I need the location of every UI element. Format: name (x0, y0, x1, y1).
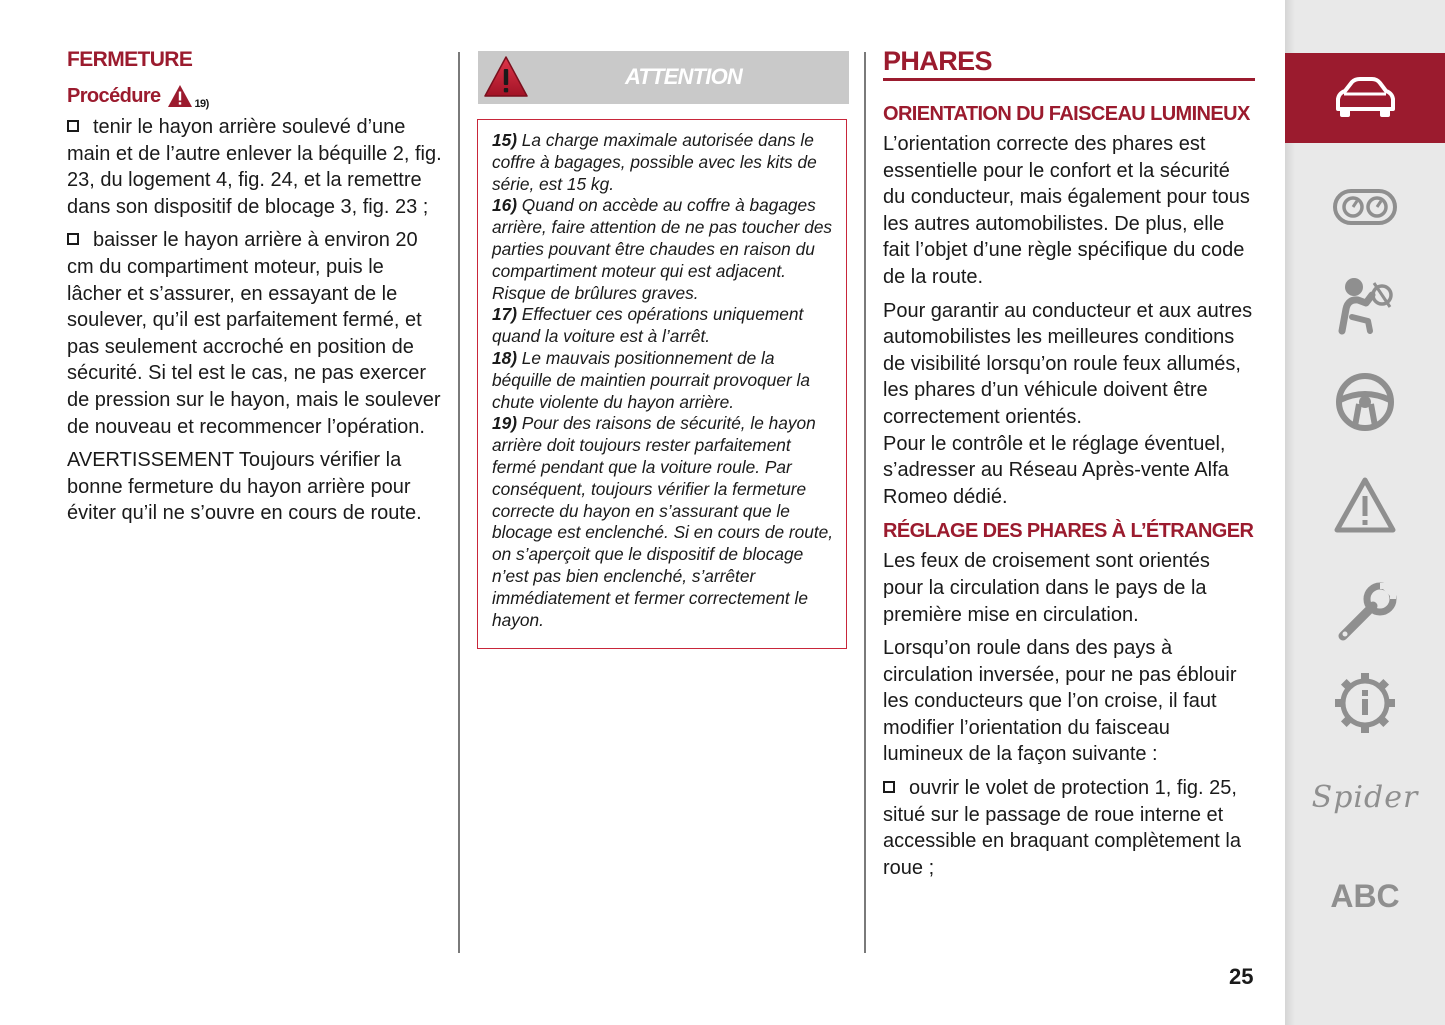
procedure-label: Procédure (67, 85, 161, 107)
list-item (67, 114, 442, 220)
warning-small-icon (167, 84, 193, 108)
subheading-orientation: ORIENTATION DU FAISCEAU LUMINEUX (883, 103, 1250, 125)
note-number: 15) (492, 130, 517, 150)
note-text: La charge maximale autorisée dans le coffre à bagages, possible avec les kits de série, est 15 kg. (492, 130, 817, 194)
checkbox-bullet-icon (67, 120, 79, 132)
sidebar-item-emergency[interactable] (1285, 460, 1445, 550)
sidebar-item-index[interactable]: ABC (1330, 878, 1400, 914)
note-number: 16) (492, 195, 517, 216)
note-item (492, 304, 834, 348)
note-item (492, 413, 834, 631)
left-column (67, 48, 442, 534)
sidebar-item-safety[interactable] (1285, 259, 1445, 349)
paragraph: Pour le contrôle et le réglage éventuel, s’adresser au Réseau Après-vente Alfa Romeo dédié. (883, 432, 1229, 508)
note-text: Quand on accède au coffre à bagages arrière, faire attention de ne pas toucher des parties pouvant être chaudes en raison du compartiment moteur qui est adjacent. Risque de brûlures graves. (492, 195, 833, 303)
list-item (883, 775, 1255, 881)
avertissement-paragraph: AVERTISSEMENT Toujours vérifier la bonne fermeture du hayon arrière pour éviter qu’il ne s’ouvre en cours de route. (67, 449, 422, 525)
procedure-ref: 19) (194, 98, 209, 110)
column-divider (864, 52, 866, 953)
gear-info-icon (1332, 670, 1398, 736)
list-item-text: tenir le hayon arrière soulevé d’une main et de l’autre enlever la béquille 2, fig. 23, du logement 4, fig. 24, et la remettre dans son dispositif de blocage 3, fig. 23 ; (67, 116, 442, 218)
note-text: Effectuer ces opérations uniquement quand la voiture est à l’arrêt. (492, 304, 804, 347)
warning-icon (1333, 476, 1397, 534)
sidebar-item-technical-data[interactable] (1285, 658, 1445, 748)
list-item-text: baisser le hayon arrière à environ 20 cm du compartiment moteur, puis le lâcher et s’assurer, en essayant de le soulever, qu’il est parfaitement fermé, et pas seulement accroché en position de sécurité. Si tel est le cas, ne pas exercer de pression sur le hayon, mais le soulever de nouveau et recommencer l’opération. (67, 229, 441, 438)
section-heading-fermeture: FERMETURE (67, 48, 193, 71)
note-number: 17) (492, 304, 517, 325)
attention-box (477, 119, 847, 649)
paragraph: L’orientation correcte des phares est essentielle pour le confort et la sécurité du conducteur, mais également pour tous les autres automobilistes. De plus, elle fait l’objet d’une règle spécifique du code de la route. (883, 133, 1250, 288)
steering-wheel-icon (1333, 370, 1397, 434)
attention-title: ATTENTION (624, 64, 743, 89)
column-divider (458, 52, 460, 953)
attention-header (478, 51, 849, 104)
note-item (492, 130, 834, 195)
checkbox-bullet-icon (883, 781, 895, 793)
subheading-reglage: RÉGLAGE DES PHARES À L’ÉTRANGER (883, 520, 1254, 543)
sidebar-item-vehicle[interactable] (1285, 53, 1445, 143)
dashboard-icon (1332, 185, 1398, 229)
note-item (492, 348, 834, 413)
right-column (883, 46, 1255, 888)
note-text: Le mauvais positionnement de la béquille de maintien pourrait provoquer la chute violente du hayon arrière. (492, 347, 810, 412)
paragraph: Les feux de croisement sont orientés pour la circulation dans le pays de la première mise en circulation. (883, 550, 1210, 626)
list-item-text: ouvrir le volet de protection 1, fig. 25, situé sur le passage de roue interne et accessible en braquant complètement la roue ; (883, 777, 1241, 879)
wrench-icon (1333, 580, 1397, 646)
list-item (67, 227, 442, 440)
procedure-heading (67, 84, 442, 108)
sidebar-item-driving[interactable] (1285, 357, 1445, 447)
note-number: 19) (492, 413, 517, 434)
page-number: 25 (1229, 964, 1254, 989)
note-item (492, 195, 834, 304)
sidebar-brand-spider[interactable]: Spider (1311, 780, 1419, 815)
checkbox-bullet-icon (67, 233, 79, 245)
section-title-phares: PHARES (883, 46, 1255, 81)
sidebar-item-dashboard[interactable] (1285, 162, 1445, 252)
note-number: 18) (492, 347, 517, 368)
paragraph: Pour garantir au conducteur et aux autres automobilistes les meilleures conditions de visibilité lorsqu’on roule feux allumés, les phares d’un véhicule doivent être correctement orientés. (883, 299, 1253, 428)
airbag-safety-icon (1332, 273, 1398, 335)
car-icon (1332, 75, 1398, 121)
paragraph: Lorsqu’on roule dans des pays à circulation inversée, pour ne pas éblouir les conducteurs que l’on croise, il faut modifier l’orientation du faisceau lumineux de la façon suivante : (883, 637, 1237, 766)
note-text: Pour des raisons de sécurité, le hayon arrière doit toujours rester parfaitement fermé pendant que la voiture roule. Par conséquent, toujours vérifier la fermeture correcte du hayon en s’assurant que le blocage est enclenché. Si en cours de route, on s’aperçoit que le dispositif de blocage n’est pas bien enclenché, s’arrêter immédiatement et fermer correctement le hayon. (492, 413, 834, 630)
sidebar-item-maintenance[interactable] (1285, 568, 1445, 658)
